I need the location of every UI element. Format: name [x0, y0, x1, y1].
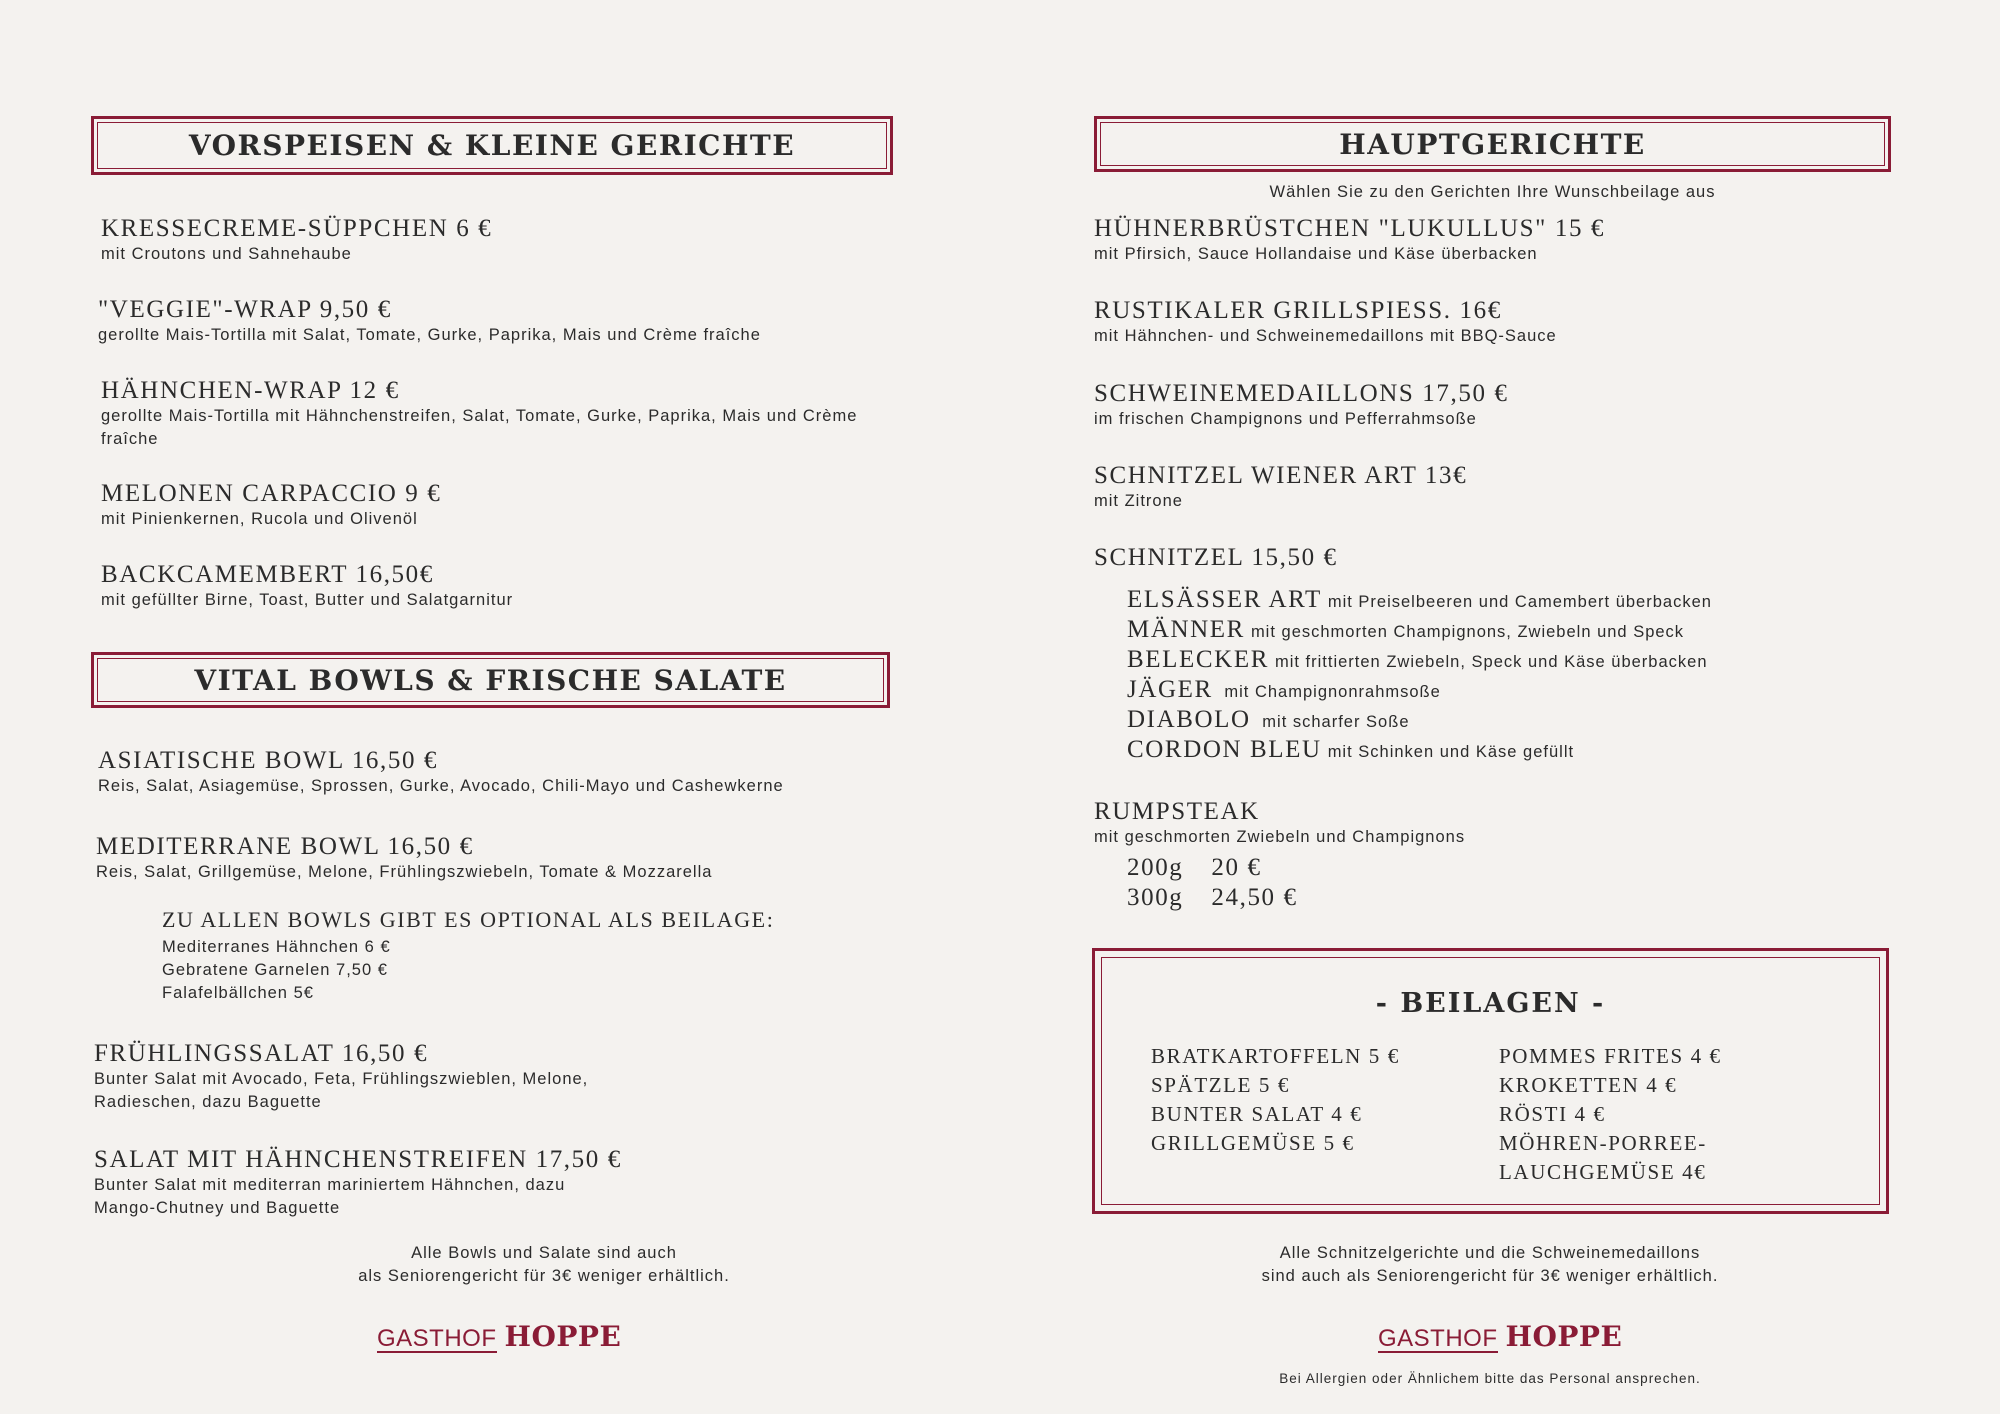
- menu-item-desc: mit gefüllter Birne, Toast, Butter und Salatgarnitur: [101, 591, 514, 609]
- variant-name: DIABOLO: [1127, 706, 1251, 733]
- beilagen-title: - BEILAGEN -: [1375, 988, 1606, 1019]
- menu-item-title: RUSTIKALER GRILLSPIESS. 16€: [1094, 297, 1502, 324]
- menu-item-desc: mit Pfirsich, Sauce Hollandaise und Käse überbacken: [1094, 245, 1538, 263]
- bowl-extra-line: Gebratene Garnelen 7,50 €: [162, 961, 388, 979]
- variant-name: JÄGER: [1127, 676, 1213, 703]
- variant-desc: mit geschmorten Champignons, Zwiebeln und Speck: [1250, 623, 1685, 641]
- menu-item-title: SCHWEINEMEDAILLONS 17,50 €: [1094, 380, 1509, 407]
- side-item: KROKETTEN 4 €: [1499, 1073, 1678, 1097]
- menu-item: [1094, 380, 1509, 431]
- hauptgerichte-subtitle: Wählen Sie zu den Gerichten Ihre Wunschbeilage aus: [1269, 183, 1716, 201]
- section-title-hauptgerichte: HAUPTGERICHTE: [1100, 122, 1885, 166]
- beilagen-col-1: [1151, 1042, 1400, 1158]
- menu-item: [101, 480, 441, 531]
- option-price: 20 €: [1211, 854, 1262, 881]
- variant-desc: mit Schinken und Käse gefüllt: [1327, 743, 1575, 761]
- bowl-extra-line: Mediterranes Hähnchen 6 €: [162, 938, 391, 956]
- side-item: BUNTER SALAT 4 €: [1151, 1102, 1363, 1126]
- menu-item-desc: Reis, Salat, Asiagemüse, Sprossen, Gurke, Avocado, Chili-Mayo und Cashewkerne: [98, 777, 784, 795]
- variant-name: ELSÄSSER ART: [1127, 586, 1322, 613]
- senior-note-left: [294, 1242, 794, 1288]
- rumpsteak-option: [1127, 884, 1298, 912]
- menu-item-desc: gerollte Mais-Tortilla mit Salat, Tomate, Gurke, Paprika, Mais und Crème fraîche: [98, 326, 761, 344]
- schnitzel-header: [1094, 544, 1338, 572]
- schnitzel-variant: [1127, 586, 1712, 614]
- menu-item-title: "VEGGIE"-WRAP 9,50 €: [98, 296, 392, 323]
- side-item: POMMES FRITES 4 €: [1499, 1044, 1722, 1068]
- menu-item-title: SALAT MIT HÄHNCHENSTREIFEN 17,50 €: [94, 1146, 622, 1173]
- schnitzel-variant: [1127, 706, 1410, 734]
- menu-item: [101, 377, 881, 451]
- note-line: als Seniorengericht für 3€ weniger erhältlich.: [358, 1267, 730, 1285]
- menu-item-desc: mit Hähnchen- und Schweinemedaillons mit BBQ-Sauce: [1094, 327, 1557, 345]
- variant-name: BELECKER: [1127, 646, 1269, 673]
- option-weight: 200g: [1127, 854, 1184, 881]
- menu-item-desc: mit Zitrone: [1094, 492, 1183, 510]
- side-item: RÖSTI 4 €: [1499, 1102, 1606, 1126]
- menu-item-desc: mit Pinienkernen, Rucola und Olivenöl: [101, 510, 418, 528]
- menu-item-title: MEDITERRANE BOWL 16,50 €: [96, 833, 474, 860]
- section-title-vorspeisen: VORSPEISEN & KLEINE GERICHTE: [97, 122, 887, 169]
- menu-item: [94, 1146, 622, 1220]
- rumpsteak-title: RUMPSTEAK: [1094, 798, 1260, 825]
- rumpsteak-desc: mit geschmorten Zwiebeln und Champignons: [1094, 828, 1466, 846]
- menu-item: [101, 561, 513, 612]
- schnitzel-title: SCHNITZEL 15,50 €: [1094, 544, 1338, 571]
- schnitzel-variant: [1127, 616, 1684, 644]
- variant-name: CORDON BLEU: [1127, 736, 1322, 763]
- section-title-bowls: VITAL BOWLS & FRISCHE SALATE: [97, 658, 884, 702]
- logo-hoppe: HOPPE: [504, 1320, 622, 1353]
- menu-item-title: ASIATISCHE BOWL 16,50 €: [98, 747, 439, 774]
- variant-desc: mit Preiselbeeren und Camembert überbacken: [1327, 593, 1712, 611]
- menu-item-title: BACKCAMEMBERT 16,50€: [101, 561, 434, 588]
- section-header-hauptgerichte: [1094, 116, 1891, 172]
- schnitzel-variant: [1127, 646, 1708, 674]
- bowl-extras: [162, 906, 774, 1005]
- note-line: Alle Schnitzelgerichte und die Schweinemedaillons: [1279, 1244, 1701, 1262]
- menu-item: [98, 296, 761, 347]
- menu-item-title: HÜHNERBRÜSTCHEN "LUKULLUS" 15 €: [1094, 215, 1605, 242]
- menu-item: [98, 747, 784, 798]
- menu-item: [1094, 297, 1557, 348]
- bowl-extra-line: Falafelbällchen 5€: [162, 984, 314, 1002]
- side-item: BRATKARTOFFELN 5 €: [1151, 1044, 1400, 1068]
- logo-left: [377, 1320, 621, 1353]
- schnitzel-variant: [1127, 676, 1441, 704]
- rumpsteak-option: [1127, 854, 1262, 882]
- rumpsteak: [1094, 798, 1465, 849]
- menu-item-desc: mit Croutons und Sahnehaube: [101, 245, 352, 263]
- senior-note-right: [1190, 1242, 1790, 1288]
- menu-item-title: SCHNITZEL WIENER ART 13€: [1094, 462, 1468, 489]
- menu-item-title: FRÜHLINGSSALAT 16,50 €: [94, 1040, 429, 1067]
- variant-desc: mit Champignonrahmsoße: [1218, 683, 1441, 701]
- menu-item: [94, 1040, 654, 1114]
- menu-item-desc: gerollte Mais-Tortilla mit Hähnchenstreifen, Salat, Tomate, Gurke, Paprika, Mais und Crème fraîche: [101, 407, 858, 448]
- menu-item-desc: Bunter Salat mit mediterran mariniertem Hähnchen, dazu Mango-Chutney und Baguette: [94, 1176, 566, 1217]
- logo-gasthof: GASTHOF: [1378, 1325, 1498, 1352]
- schnitzel-variant: [1127, 736, 1574, 764]
- option-weight: 300g: [1127, 884, 1184, 911]
- variant-name: MÄNNER: [1127, 616, 1245, 643]
- variant-desc: mit frittierten Zwiebeln, Speck und Käse überbacken: [1274, 653, 1708, 671]
- note-line: sind auch als Seniorengericht für 3€ weniger erhältlich.: [1261, 1267, 1719, 1285]
- bowl-extras-title: ZU ALLEN BOWLS GIBT ES OPTIONAL ALS BEILAGE:: [162, 907, 775, 932]
- beilagen-col-2: [1499, 1042, 1722, 1187]
- menu-item-desc: Reis, Salat, Grillgemüse, Melone, Frühlingszwiebeln, Tomate & Mozzarella: [96, 863, 713, 881]
- menu-item-title: HÄHNCHEN-WRAP 12 €: [101, 377, 400, 404]
- logo-gasthof: GASTHOF: [377, 1325, 497, 1352]
- menu-item-title: KRESSECREME-SÜPPCHEN 6 €: [101, 215, 493, 242]
- menu-item: [1094, 215, 1605, 266]
- option-price: 24,50 €: [1211, 884, 1298, 911]
- side-item: GRILLGEMÜSE 5 €: [1151, 1131, 1355, 1155]
- menu-item: [101, 215, 492, 266]
- section-header-vorspeisen: [91, 116, 893, 175]
- menu-item-title: MELONEN CARPACCIO 9 €: [101, 480, 442, 507]
- variant-desc: mit scharfer Soße: [1256, 713, 1410, 731]
- side-item: MÖHREN-PORREE-: [1499, 1131, 1707, 1155]
- side-item: LAUCHGEMÜSE 4€: [1499, 1160, 1707, 1184]
- menu-item: [1094, 462, 1467, 513]
- menu-item: [96, 833, 712, 884]
- side-item: SPÄTZLE 5 €: [1151, 1073, 1290, 1097]
- allergy-note: Bei Allergien oder Ähnlichem bitte das Personal ansprechen.: [1279, 1371, 1701, 1386]
- section-header-bowls: [91, 652, 890, 708]
- note-line: Alle Bowls und Salate sind auch: [411, 1244, 677, 1262]
- logo-right: [1378, 1320, 1622, 1353]
- menu-item-desc: Bunter Salat mit Avocado, Feta, Frühlingszwieblen, Melone, Radieschen, dazu Baguette: [94, 1070, 589, 1111]
- logo-hoppe: HOPPE: [1505, 1320, 1623, 1353]
- beilagen-box: [1092, 948, 1889, 1214]
- menu-item-desc: im frischen Champignons und Pefferrahmsoße: [1094, 410, 1477, 428]
